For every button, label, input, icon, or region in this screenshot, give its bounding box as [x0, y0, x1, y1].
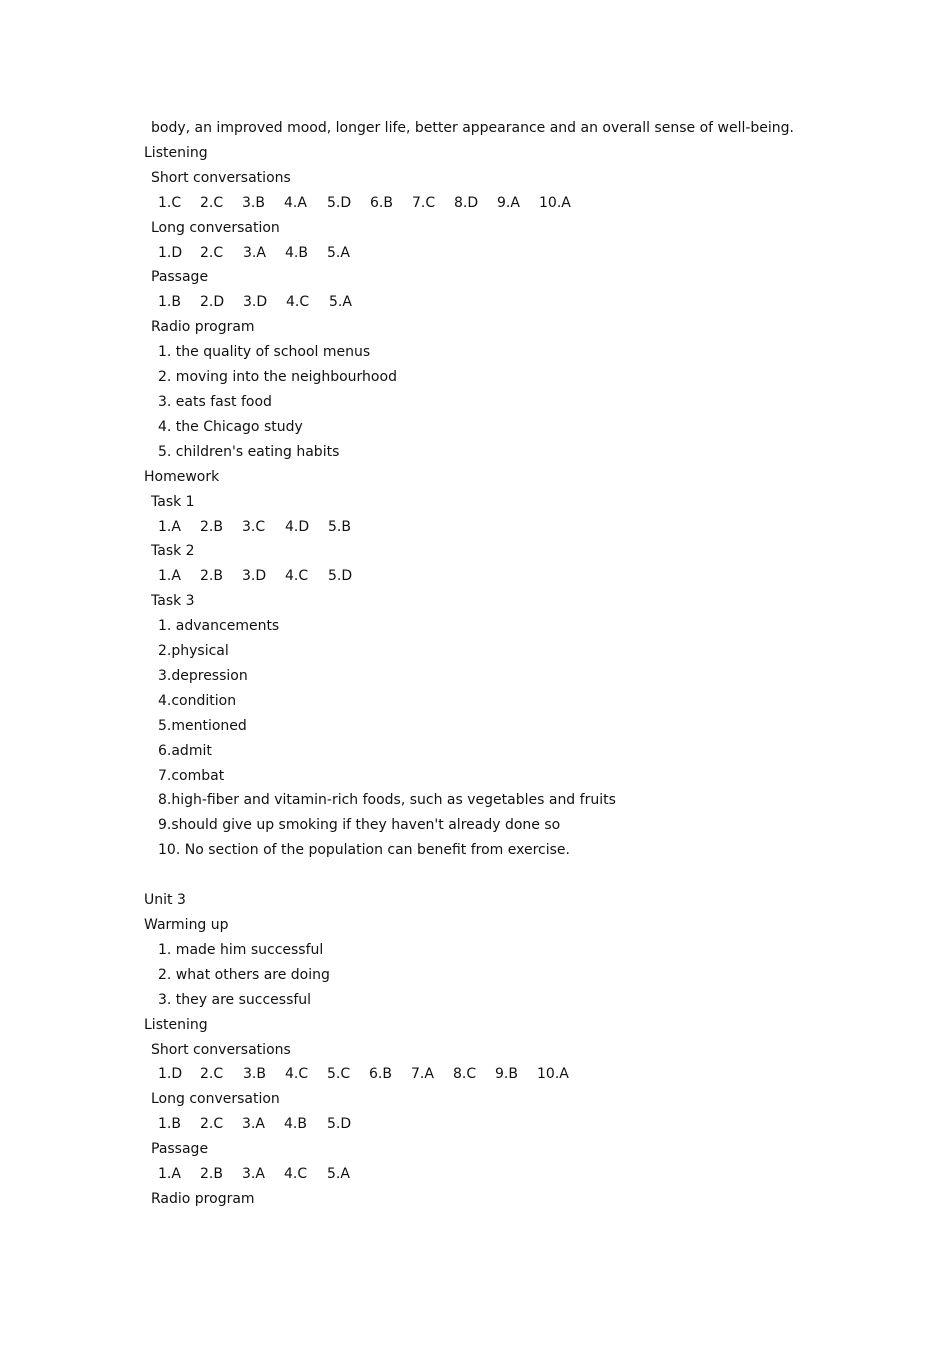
list-item: 1. advancements — [158, 618, 280, 635]
answer: 4.D — [285, 518, 310, 535]
answer: 3.B — [243, 1066, 266, 1083]
list-item: 3.depression — [158, 667, 248, 684]
answer-row-short-conversations — [0, 191, 950, 216]
answer-row-long-conversation — [0, 1112, 950, 1137]
section-heading-homework: Homework — [144, 468, 220, 485]
answer: 5.D — [328, 568, 353, 585]
answer: 5.A — [327, 244, 350, 261]
answer: 3.D — [243, 294, 268, 311]
subheading-short-conversations: Short conversations — [151, 1041, 291, 1058]
list-item: 7.combat — [158, 767, 225, 784]
list-item: 2. moving into the neighbourhood — [158, 369, 397, 386]
answer: 5.C — [327, 1066, 351, 1083]
list-item: 3. eats fast food — [158, 393, 272, 410]
answer: 2.D — [200, 294, 225, 311]
answer: 3.D — [242, 568, 267, 585]
list-item: 10. No section of the population can benefit from exercise. — [158, 842, 570, 859]
answer: 1.A — [158, 568, 181, 585]
answer: 4.B — [285, 244, 308, 261]
answer-row-long-conversation — [0, 241, 950, 266]
list-item: 5. children's eating habits — [158, 443, 340, 460]
answer: 5.B — [328, 518, 351, 535]
answer: 2.B — [200, 1166, 223, 1183]
section-heading-warming-up: Warming up — [144, 917, 229, 933]
answer: 4.C — [285, 1066, 309, 1083]
subheading-long-conversation: Long conversation — [151, 1091, 280, 1108]
subheading-task-3: Task 3 — [151, 593, 195, 610]
answer: 5.D — [327, 1116, 352, 1133]
answer: 8.D — [454, 194, 479, 211]
list-item: 6.admit — [158, 742, 212, 759]
answer: 8.C — [453, 1066, 477, 1083]
list-item: 4. the Chicago study — [158, 418, 303, 435]
unit-heading: Unit 3 — [144, 892, 186, 909]
answer: 1.A — [158, 518, 181, 535]
list-item: 2.physical — [158, 643, 229, 660]
list-item: 1. the quality of school menus — [158, 344, 371, 361]
answer: 1.D — [158, 244, 183, 261]
answer: 4.A — [284, 194, 307, 211]
blank-line — [0, 863, 950, 888]
section-heading-listening: Listening — [144, 144, 208, 161]
answer: 9.B — [495, 1066, 518, 1083]
document-page — [0, 116, 950, 1212]
answer: 2.C — [200, 1116, 224, 1133]
answer: 3.A — [243, 244, 266, 261]
answer-row-passage — [0, 1162, 950, 1187]
subheading-short-conversations: Short conversations — [151, 169, 291, 186]
answer: 6.B — [369, 1066, 392, 1083]
answer: 1.A — [158, 1166, 181, 1183]
list-item: 8.high-fiber and vitamin-rich foods, such as vegetables and fruits — [158, 792, 616, 809]
answer-row-task-1 — [0, 515, 950, 540]
list-item: 3. they are successful — [158, 991, 312, 1008]
answer-row-short-conversations — [0, 1062, 950, 1087]
subheading-radio-program: Radio program — [151, 319, 255, 336]
list-item: 9.should give up smoking if they haven't already done so — [158, 817, 561, 834]
answer-row-task-2 — [0, 564, 950, 589]
answer: 7.C — [412, 194, 436, 211]
section-heading-listening: Listening — [144, 1016, 208, 1033]
answer: 4.C — [284, 1166, 308, 1183]
answer: 2.C — [200, 244, 224, 261]
answer: 2.B — [200, 568, 223, 585]
answer: 1.C — [158, 194, 182, 211]
continuation-line: body, an improved mood, longer life, better appearance and an overall sense of well-being. — [151, 120, 795, 136]
subheading-radio-program: Radio program — [151, 1190, 255, 1207]
answer: 10.A — [539, 194, 571, 211]
answer: 3.C — [242, 518, 266, 535]
answer: 4.C — [285, 568, 309, 585]
list-item: 1. made him successful — [158, 941, 324, 958]
subheading-task-2: Task 2 — [151, 543, 195, 560]
answer: 1.B — [158, 294, 181, 311]
subheading-long-conversation: Long conversation — [151, 219, 280, 236]
answer: 2.C — [200, 194, 224, 211]
answer: 9.A — [497, 194, 520, 211]
answer: 6.B — [370, 194, 393, 211]
answer: 4.C — [286, 294, 310, 311]
answer: 2.B — [200, 518, 223, 535]
answer: 1.B — [158, 1116, 181, 1133]
answer: 5.D — [327, 194, 352, 211]
answer: 5.A — [327, 1166, 350, 1183]
subheading-passage: Passage — [151, 1141, 209, 1158]
list-item: 4.condition — [158, 692, 237, 709]
answer: 3.B — [242, 194, 265, 211]
answer-row-passage — [0, 290, 950, 315]
answer: 3.A — [242, 1166, 265, 1183]
answer: 5.A — [329, 294, 352, 311]
answer: 10.A — [537, 1066, 569, 1083]
answer: 7.A — [411, 1066, 434, 1083]
subheading-task-1: Task 1 — [151, 493, 195, 510]
list-item: 5.mentioned — [158, 717, 247, 734]
list-item: 2. what others are doing — [158, 966, 330, 983]
subheading-passage: Passage — [151, 269, 209, 286]
answer: 3.A — [242, 1116, 265, 1133]
answer: 2.C — [200, 1066, 224, 1083]
answer: 1.D — [158, 1066, 183, 1083]
answer: 4.B — [284, 1116, 307, 1133]
